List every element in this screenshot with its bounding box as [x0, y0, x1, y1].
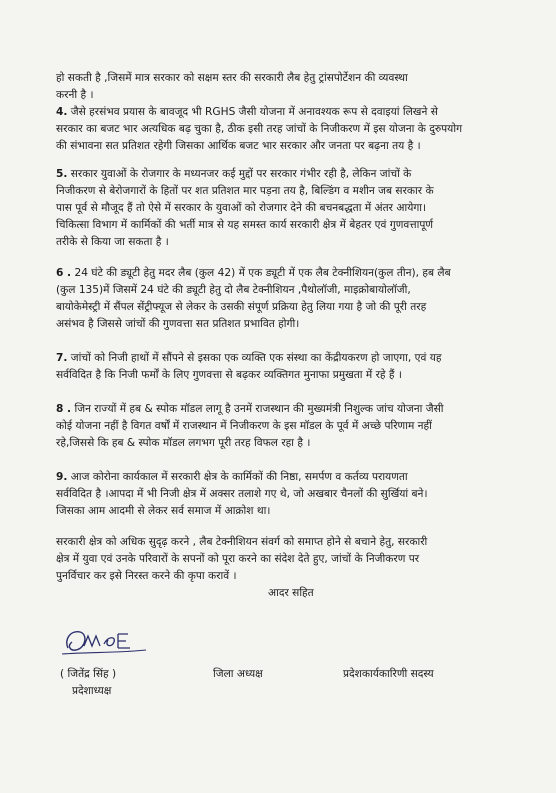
signatory-executive-member: प्रदेशकार्यकारिणी सदस्य — [343, 668, 434, 680]
paragraph-9: 9. आज कोरोना कार्यकाल में सरकारी क्षेत्र के कार्मिकों की निष्ठा, समर्पण व कर्तव्य परायणता सर्वविदित है ।आपदा में भी निजी क्षेत्र में अक्सर तलाशे गए थे, जो अखबार चैनलों की सुर्खियां बने। जिसका आम आदमी से लेकर सर्व समाज में आक्रोश था। — [56, 471, 428, 517]
paragraph-6: 6 . 24 घंटे की ड्यूटी हेतु मदर लैब (कुल 42) में एक ड्यूटी में एक लैब टेक्नीशियन(कुल तीन), हब लैब (कुल 135)में जिसमें 24 घंटे की ड्यूटी हेतु दो लैब टेक्नीशियन ,पैथोलॉजी, माइक्रोबायोलॉजी, बायोकेमेस्ट्री में सैंपल सेंट्रीफ्यूज से लेकर के उसकी संपूर्ण प्रक्रिया हेतु लिया गया है जो की पूरी तरह असंभव है जिससे जांचों की गुणवत्ता सत प्रतिशत प्रभावित होगी। — [56, 267, 451, 330]
signatory-president — [60, 666, 116, 700]
paragraph-number: 7. — [56, 352, 68, 364]
signatory-name: ( जितेंद्र सिंह ) — [60, 668, 117, 680]
handwritten-signature — [58, 622, 158, 660]
closing-salutation: आदर सहित — [268, 587, 314, 599]
paragraph-number: 4. — [56, 106, 68, 118]
paragraph-5: 5. सरकार युवाओं के रोजगार के मध्यनजर कई मुद्दों पर सरकार गंभीर रही है, लेकिन जांचों के निजीकरण से बेरोजगारों के हितों पर शत प्रतिशत मार पड़ना तय है, बिल्डिंग व मशीन जब सरकार के पास पूर्व से मौजूद हैं तो ऐसे में सरकार के युवाओं को रोजगार देने की बचनबद्धता में अंतर आयेगा। चिकित्सा विभाग में कार्मिकों की भर्ती मात्र से यह समस्त कार्य सरकारी क्षेत्र में बेहतर एवं गुणवत्तापूर्ण तरीके से किया जा सकता है । — [56, 168, 434, 248]
paragraph-number: 8 . — [56, 403, 72, 415]
paragraph-4: 4. जैसे हरसंभव प्रयास के बावजूद भी RGHS जैसी योजना में अनावश्यक रूप से दवाइयां लिखने से सरकार का बजट भार अत्यधिक बढ़ चुका है, ठीक इसी तरह जांचों के निजीकरण में इस योजना के दुरुपयोग की संभावना सत प्रतिशत रहेगी जिसका आर्थिक बजट भार सरकार और जनता पर बढ़ना तय है । — [56, 106, 463, 152]
paragraph-8: 8 . जिन राज्यों में हब & स्पोक मॉडल लागू है उनमें राजस्थान की मुख्यमंत्री निशुल्क जांच योजना जैसी कोई योजना नहीं है विगत वर्षों में राजस्थान में निजीकरण के इस मॉडल के पूर्व में अच्छे परिणाम नहीं रहे,जिससे कि हब & स्पोक मॉडल लगभग पूरी तरह विफल रहा है । — [56, 403, 444, 449]
signatory-district-president: जिला अध्यक्ष — [213, 668, 263, 680]
paragraph-number: 9. — [56, 471, 68, 483]
paragraph-number: 6 . — [56, 267, 72, 279]
paragraph-7: 7. जांचों को निजी हाथों में सौंपने से इसका एक व्यक्ति एक संस्था का केंद्रीयकरण हो जाएगा, एवं यह सर्वविदित है कि निजी फर्मों के लिए गुणवत्ता से बढ़कर व्यक्तिगत मुनाफा प्रमुखता में रहे हैं । — [56, 352, 442, 381]
paragraph-3-continued: हो सकती है ,जिसमें मात्र सरकार को सक्षम स्तर की सरकारी लैब हेतु ट्रांसपोर्टेशन की व्यवस्था करनी है । — [56, 72, 408, 101]
paragraph-number: 5. — [56, 168, 68, 180]
signatory-title: प्रदेशाध्यक्ष — [72, 685, 112, 697]
closing-paragraph: सरकारी क्षेत्र को अधिक सुदृढ़ करने , लैब टेक्नीशियन संवर्ग को समाप्त होने से बचाने हेतु, सरकारी क्षेत्र में युवा एवं उनके परिवारों के सपनों को पूरा करने का संदेश देते हुए, जांचों के निजीकरण पर पुनर्विचार कर इसे निरस्त करने की कृपा करावें । — [56, 536, 428, 582]
